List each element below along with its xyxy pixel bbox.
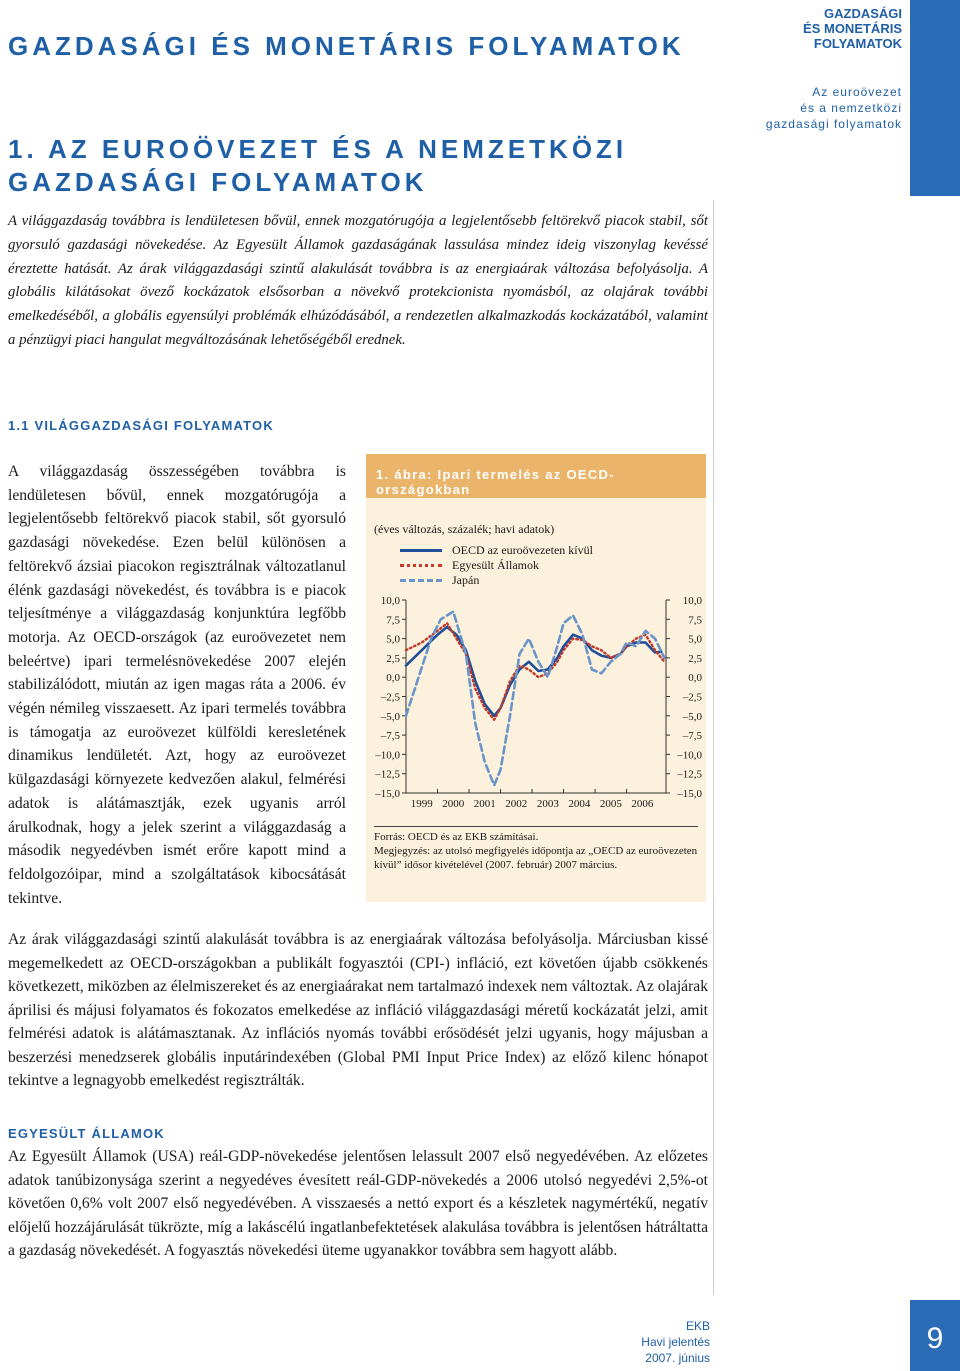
y-tick-label-left: –10,0 xyxy=(375,749,400,762)
y-tick-label-right: –5,0 xyxy=(682,710,702,723)
y-tick-label-right: –10,0 xyxy=(677,749,702,762)
chart-note: Megjegyzés: az utolsó megfigyelés időpontja az „OECD az euroövezeten kívül” idősor kivételével (2007. február) 2007 március. xyxy=(374,845,698,871)
y-tick-label-left: –7,5 xyxy=(380,730,400,743)
section-heading-world: 1.1 VILÁGGAZDASÁGI FOLYAMATOK xyxy=(8,418,274,433)
footer-publisher: EKB xyxy=(685,1319,710,1333)
us-paragraph: Az Egyesült Államok (USA) reál-GDP-növekedése jelentősen lelassult 2007 első negyedévében. Az előzetes adatok tanúbizonysága szerint a negyedéves évesített reál-GDP-növekedés a 2006 utolsó negyedévi 2,5%-ot követően 0,6% volt 2007 első negyedévében. A visszaesés a nettó export és a készletek nagymértékű, negatív előjelű hozzájárulását tükrözte, míg a lakáscélú ingatlanbefektetések alakulása továbbra is jelentősen hátráltatta a gazdaság növekedését. A fogyasztás növekedési üteme ugyanakkor továbbra sem hagyott alább. xyxy=(8,1148,708,1259)
x-tick-label: 2006 xyxy=(631,798,654,810)
line-chart xyxy=(366,588,706,824)
running-head-subline: és a nemzetközi xyxy=(800,101,902,115)
x-tick-label: 2003 xyxy=(536,798,559,810)
y-tick-label-right: 5,0 xyxy=(688,633,702,646)
y-tick-label-left: 10,0 xyxy=(380,595,400,607)
chart-source: Forrás: OECD és az EKB számításai. xyxy=(374,831,539,843)
running-head-subline: gazdasági folyamatok xyxy=(765,117,902,131)
series-line-0 xyxy=(406,627,661,716)
y-tick-label-right: 7,5 xyxy=(688,614,702,627)
y-tick-label-left: –2,5 xyxy=(380,691,400,704)
legend-entry-japan xyxy=(400,573,593,588)
page-number: 9 xyxy=(926,1322,944,1355)
running-head-line: FOLYAMATOK xyxy=(813,36,902,51)
section-title: GAZDASÁGI ÉS MONETÁRIS FOLYAMATOK xyxy=(8,31,685,61)
y-tick-label-left: –12,5 xyxy=(375,768,400,781)
y-tick-label-left: –5,0 xyxy=(380,710,400,723)
y-tick-label-left: 5,0 xyxy=(386,633,400,646)
footer-date: 2007. június xyxy=(645,1351,710,1365)
y-tick-label-left: 7,5 xyxy=(386,614,400,627)
legend-entry-us xyxy=(400,558,593,573)
section-heading-us: EGYESÜLT ÁLLAMOK xyxy=(8,1126,165,1141)
x-tick-label: 2000 xyxy=(442,798,465,810)
x-tick-label: 2004 xyxy=(568,798,591,810)
running-head-line: ÉS MONETÁRIS xyxy=(803,21,902,36)
legend-swatch-dotted xyxy=(400,564,442,567)
y-tick-label-right: 0,0 xyxy=(688,672,702,685)
x-tick-label: 2001 xyxy=(473,798,496,810)
x-tick-label: 2002 xyxy=(505,798,528,810)
y-tick-label-left: 0,0 xyxy=(386,672,400,685)
y-tick-label-right: –7,5 xyxy=(682,730,702,743)
y-tick-label-right: –12,5 xyxy=(677,768,702,781)
series-line-1 xyxy=(406,623,664,720)
running-head-subline: Az euroövezet xyxy=(812,85,902,99)
y-tick-label-left: –15,0 xyxy=(375,788,400,800)
legend-label: OECD az euroövezeten kívül xyxy=(452,543,593,557)
legend-swatch-solid xyxy=(400,549,442,552)
running-head-line: GAZDASÁGI xyxy=(824,6,902,21)
chart-panel xyxy=(366,454,706,902)
y-tick-label-right: –2,5 xyxy=(682,691,702,704)
chart-subtitle: (éves változás, százalék; havi adatok) xyxy=(374,522,555,536)
legend-swatch-dashed xyxy=(400,579,442,582)
chart-legend xyxy=(400,543,593,588)
footer xyxy=(641,1318,710,1366)
prices-paragraph: Az árak világgazdasági szintű alakulását továbbra is az energiaárak változása befolyásolja. Márciusban kissé megemelkedett az OECD-országokban a publikált fogyasztói (CPI-) infláció, ezt követően újabb csökkenés következett, miközben az élelmiszereket és az energiaárakat nem tartalmazó indexek nem változtak. Az olajárak áprilisi és májusi folyamatos és fokozatos emelkedése az infláció világgazdasági méretű kockázatát jelzi, amit felmérési adatok is alátámasztanak. Az inflációs nyomás további erősödését jelzi ugyanis, hogy májusban a beszerzési menedzserek globális inputárindexében (Global PMI Input Price Index) az előző kilenc hónapot tekintve a legnagyobb emelkedést regisztrálták. xyxy=(8,931,708,1089)
footer-publication: Havi jelentés xyxy=(641,1335,710,1349)
world-paragraph: A világgazdaság összességében továbbra is lendületesen bővül, ennek mozgatórugója a legjelentősebb feltörekvő piacok stabil, sőt gyorsuló gazdasági növekedése. Ezen belül különösen a feltörekvő ázsiai piacokon regisztrálnak változatlanul élénk gazdasági növekedést, és továbbra is e piacok teljesítménye a világgazdaság konjunktúra legfőbb motorja. Az OECD-országok (az euroövezetet nem beleértve) ipari termelésnövekedése 2007 elején stabilizálódott, miután az igen magas ráta a 2006. év végén némileg visszaesett. Az ipari termelés továbbra is támogatja az euroövezet külföldi keresletének dinamikus lendületét. Azt, hogy az euroövezet külgazdasági környezete kedvezően alakul, felmérési adatok is alátámasztják, ezek ugyanis arról árulkodnak, hogy a jelek szerint a világgazdaság a második negyedévben ismét erőre kapott mind a feldolgozóipar, mind a szolgáltatások kibocsátását tekintve. xyxy=(8,463,346,907)
y-tick-label-left: 2,5 xyxy=(386,652,400,665)
legend-label: Egyesült Államok xyxy=(452,558,539,572)
x-tick-label: 2005 xyxy=(599,798,622,810)
legend-entry-oecd xyxy=(400,543,593,558)
y-tick-label-right: –15,0 xyxy=(677,788,702,800)
intro-paragraph: A világgazdaság továbbra is lendületesen bővül, ennek mozgatórugója a legjelentősebb feltörekvő piacok stabil, sőt gyorsuló gazdasági növekedése. Az Egyesült Államok gazdaságának lassulása mindez ideig viszonylag kevéssé éreztette hatását. Az árak világgazdasági szintű alakulását továbbra is az energiaárak változása befolyásolja. A globális kilátásokat övező kockázatok elsősorban a növekvő protekcionista nyomásból, az olajárak további emelkedéséből, a globális egyensúlyi problémák elhúzódásából, a rendezetlen alkalmazkodás kockázatából, valamint a pénzügyi piaci hangulat megváltozásának lehetőségéből erednek. xyxy=(8,213,708,348)
legend-label: Japán xyxy=(452,573,480,587)
series-line-2 xyxy=(406,612,664,786)
column-divider xyxy=(713,200,714,1295)
y-tick-label-right: 10,0 xyxy=(682,595,702,607)
chart-title: 1. ábra: Ipari termelés az OECD-országokban xyxy=(376,467,615,497)
x-tick-label: 1999 xyxy=(410,798,433,810)
chart-notes xyxy=(374,826,698,872)
y-tick-label-right: 2,5 xyxy=(688,652,702,665)
running-head xyxy=(682,6,902,132)
notes-separator xyxy=(374,826,698,827)
side-tab-bar xyxy=(910,0,960,196)
chapter-title: 1. AZ EUROÖVEZET ÉS A NEMZETKÖZI GAZDASÁGI FOLYAMATOK xyxy=(8,134,628,197)
